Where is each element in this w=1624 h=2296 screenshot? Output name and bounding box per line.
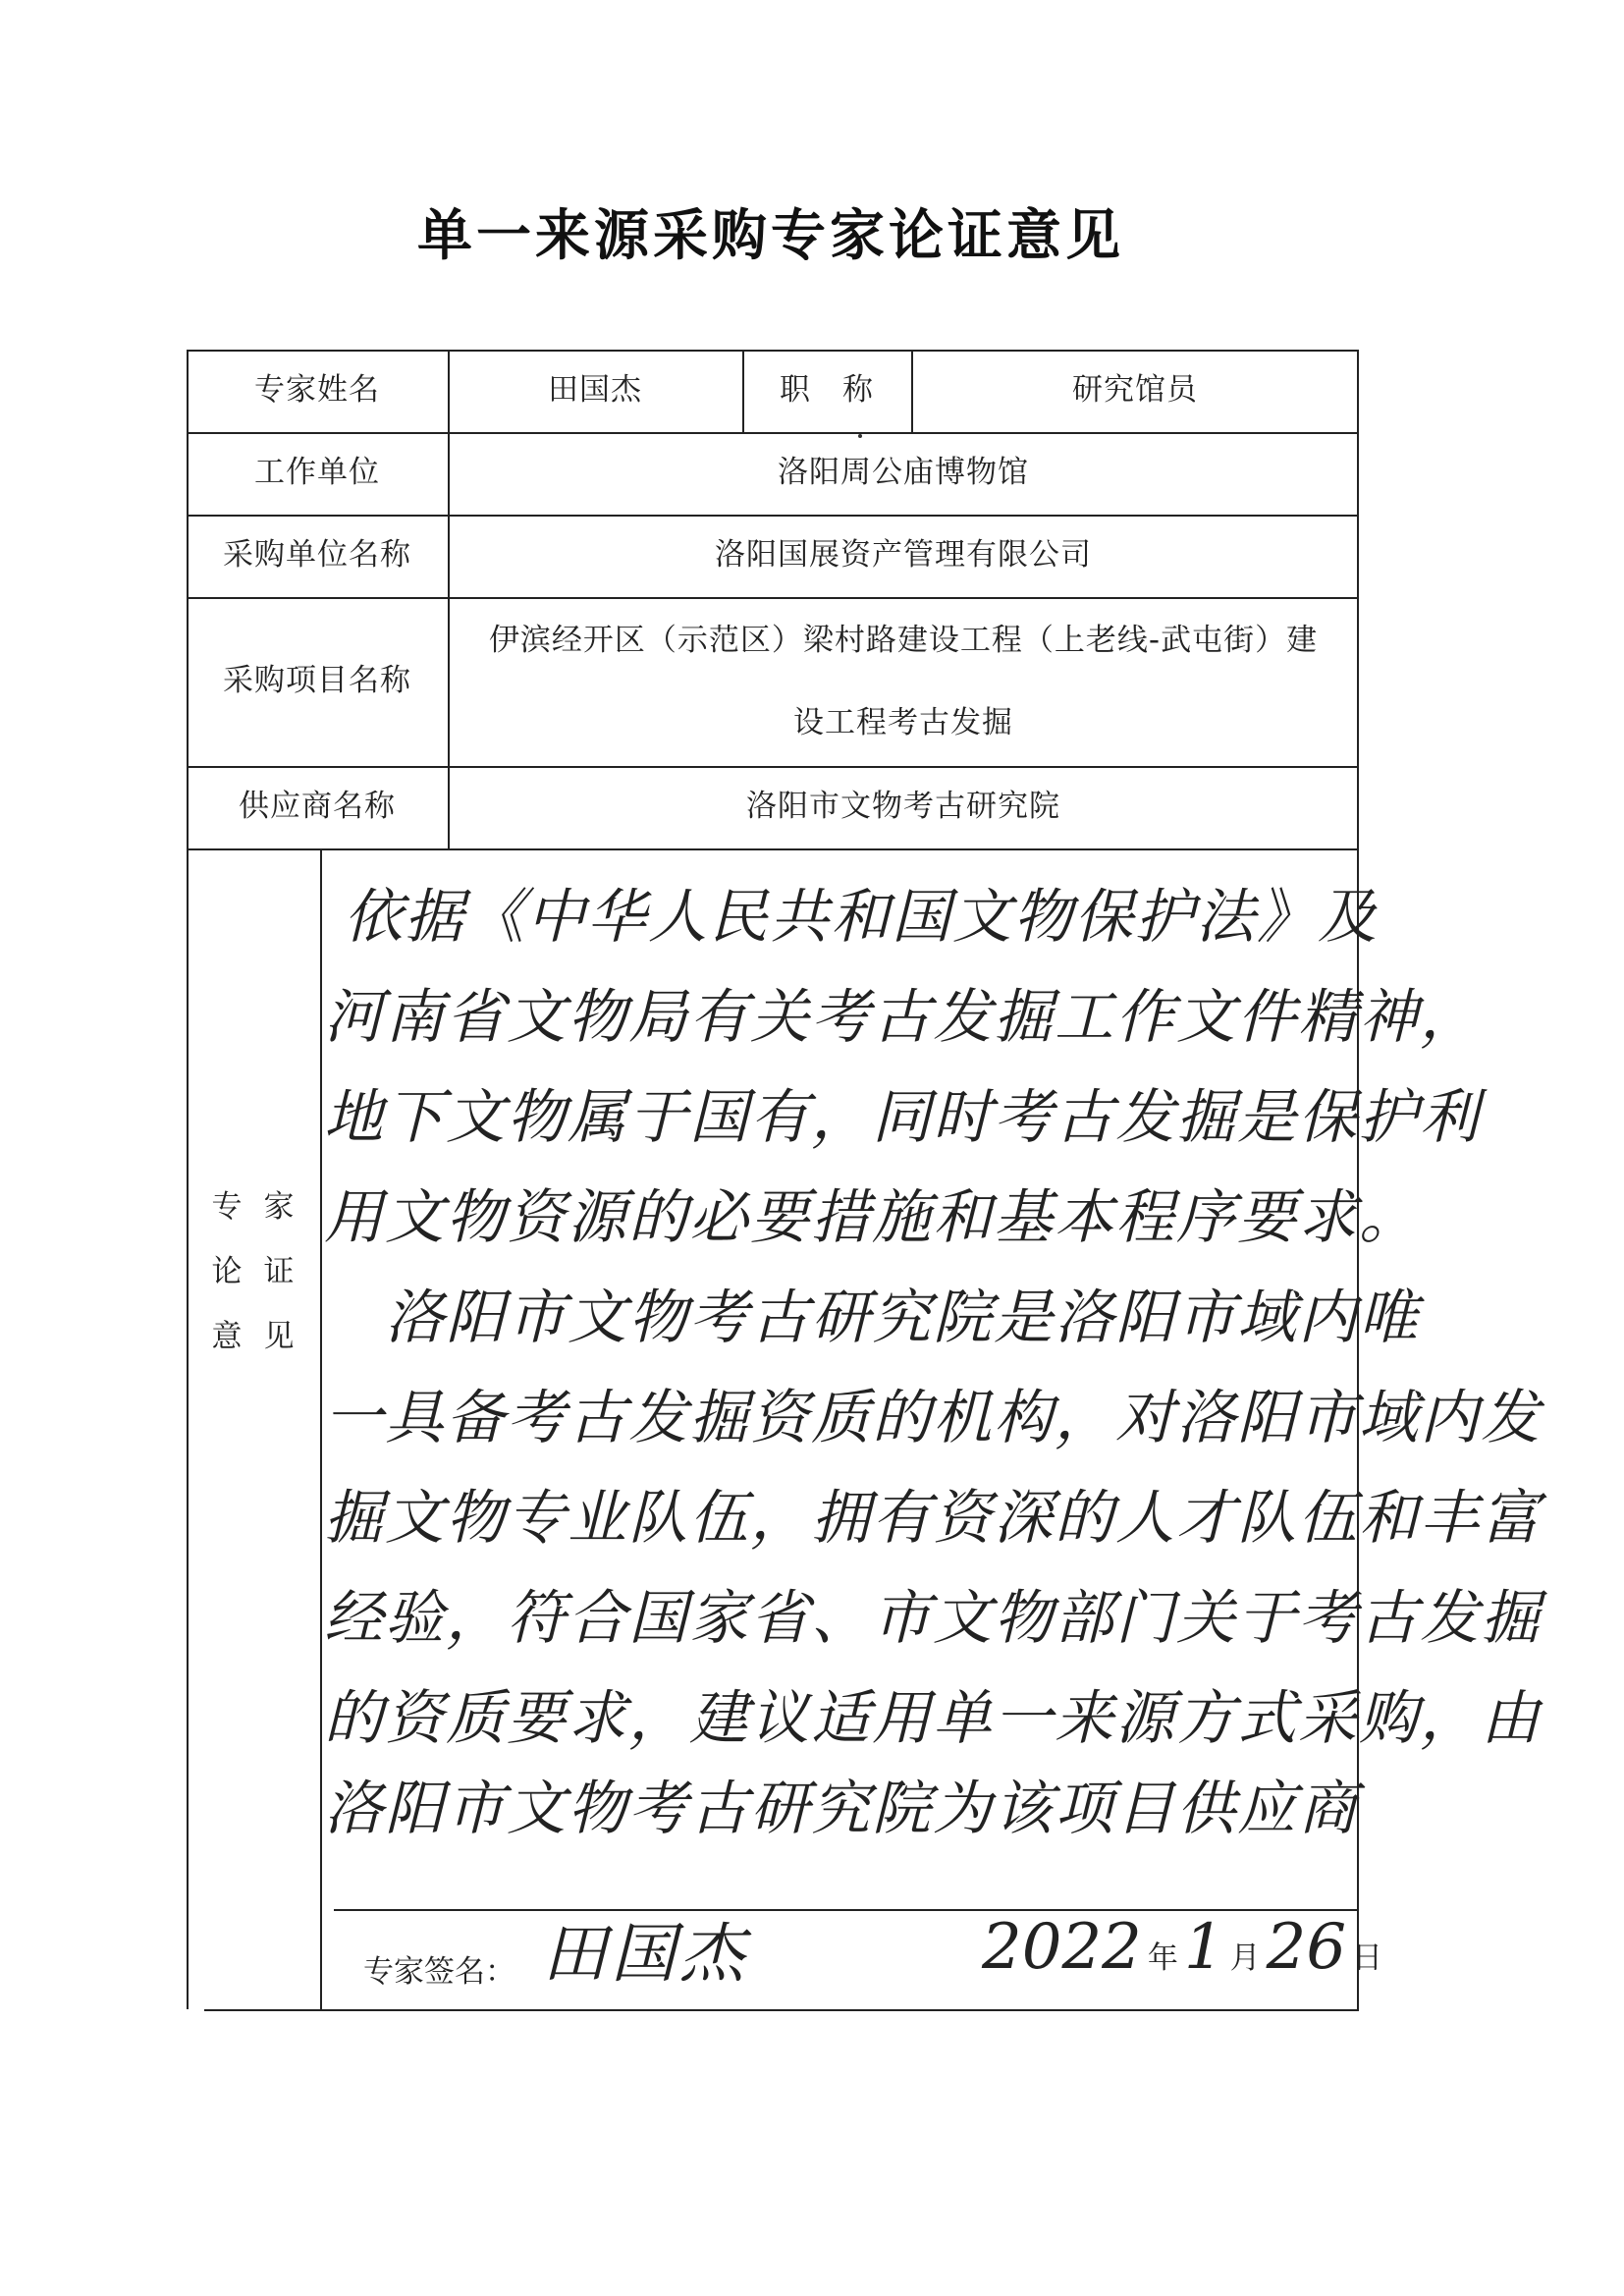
buyer-label: 采购单位名称 [223,537,411,574]
opinion-line: 经验，符合国家省、市文物部门关于考古发掘 [324,1584,1542,1653]
opinion-label-line: 论证 [211,1254,316,1289]
date-month-unit: 月 [1229,1941,1261,1976]
signature-name-handwritten: 田国杰 [542,1916,748,1992]
expert-name-label: 专家姓名 [254,372,380,409]
opinion-label-line: 专家 [211,1189,316,1225]
date-year: 2022 [982,1911,1142,1984]
work-unit-value: 洛阳周公庙博物馆 [778,455,1029,491]
project-line-2: 设工程考古发掘 [793,705,1013,740]
expert-name-value: 田国杰 [548,372,642,409]
opinion-handwritten-text [324,850,1542,1882]
opinion-line: 的资质要求，建议适用单一来源方式采购，由 [324,1684,1542,1753]
supplier-value: 洛阳市文物考古研究院 [746,789,1060,825]
date-month: 1 [1183,1911,1224,1984]
buyer-value: 洛阳国展资产管理有限公司 [715,537,1092,574]
project-label: 采购项目名称 [223,663,411,699]
page-title: 单一来源采购专家论证意见 [417,203,1124,268]
opinion-line: 依据《中华人民共和国文物保护法》及 [344,883,1379,952]
project-line-1: 伊滨经开区（示范区）梁村路建设工程（上老线-武屯街）建 [488,623,1319,658]
opinion-line: 用文物资源的必要措施和基本程序要求。 [324,1183,1420,1252]
opinion-line: 地下文物属于国有，同时考古发掘是保护利 [324,1083,1481,1152]
supplier-label: 供应商名称 [239,789,396,825]
signature-label: 专家签名： [363,1954,515,1990]
opinion-form-table [187,350,1542,2009]
opinion-line: 掘文物专业队伍，拥有资深的人才队伍和丰富 [324,1484,1542,1553]
column-separator [320,848,322,2009]
opinion-label [187,1175,319,1369]
job-title-value: 研究馆员 [1072,372,1198,409]
date-day-unit: 日 [1352,1941,1383,1976]
job-title-label: 职 称 [780,372,874,409]
work-unit-label: 工作单位 [254,455,380,491]
date-year-unit: 年 [1147,1941,1178,1976]
opinion-line: 一具备考古发掘资质的机构，对洛阳市域内发 [324,1384,1542,1452]
opinion-line: 洛阳市文物考古研究院是洛阳市域内唯 [324,1284,1420,1352]
opinion-label-line: 意见 [211,1319,316,1354]
date-day: 26 [1266,1911,1347,1984]
table-border-bottom [204,2009,1359,2011]
project-value [448,597,1359,766]
signature-date [982,1911,1388,1984]
opinion-line: 河南省文物局有关考古发掘工作文件精神， [324,983,1481,1052]
opinion-line: 洛阳市文物考古研究院为该项目供应商 [324,1775,1359,1843]
